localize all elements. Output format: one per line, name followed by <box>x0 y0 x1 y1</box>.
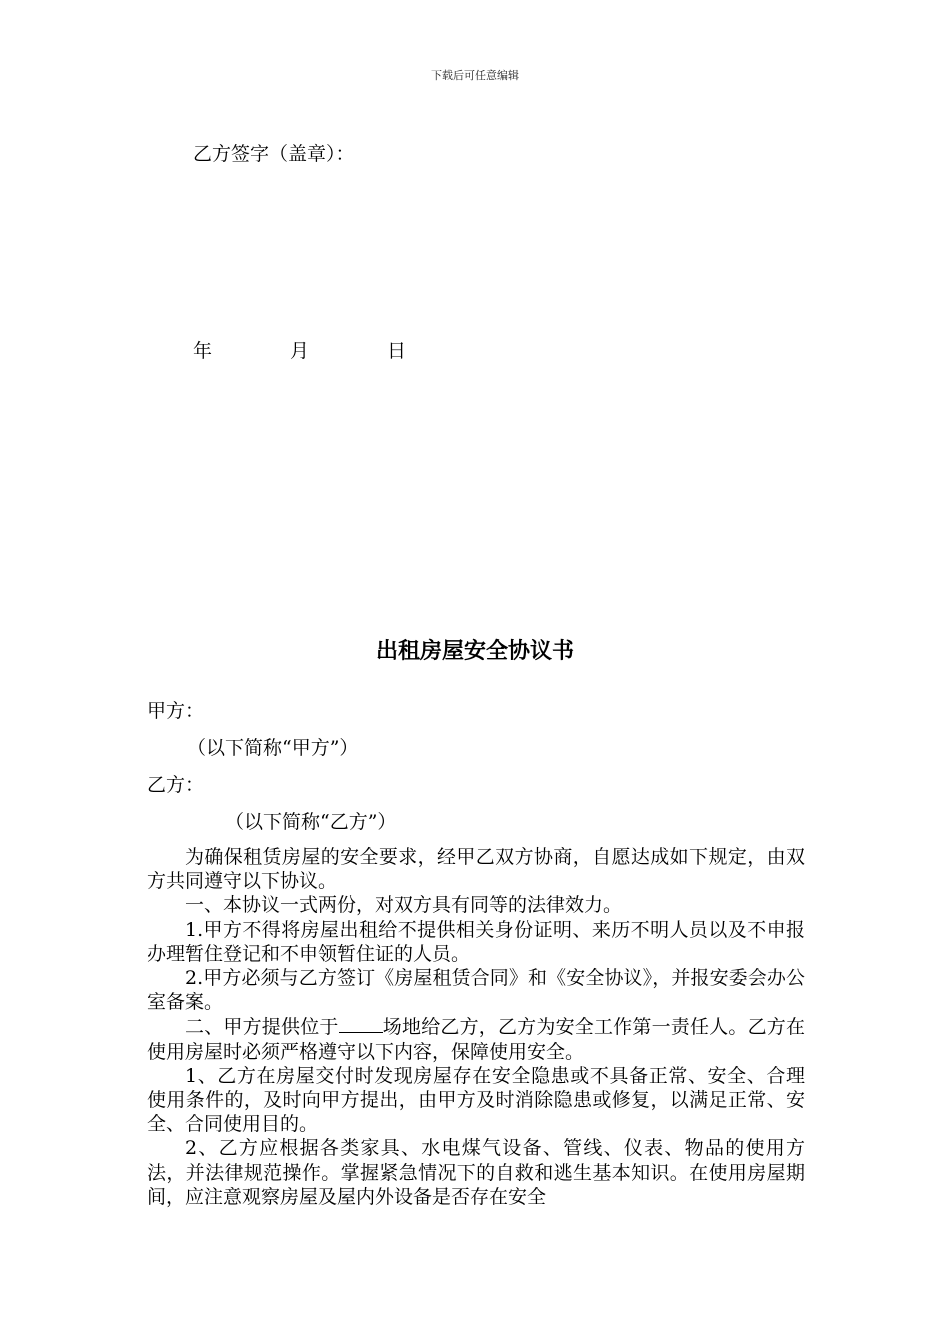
date-day-label: 日 <box>387 340 407 362</box>
date-year-label: 年 <box>193 340 213 362</box>
clause-2-text-after-blank: 场地给乙方，乙方为安全工作第一责任人。乙方在使用房屋时必须严格遵守以下内容，保障使用安全。 <box>147 1016 805 1063</box>
agreement-body <box>147 845 805 1209</box>
paragraph-preamble: 为确保租赁房屋的安全要求，经甲乙双方协商，自愿达成如下规定，由双方共同遵守以下协议。 <box>147 846 805 893</box>
paragraph-clause-2-2: 2、乙方应根据各类家具、水电煤气设备、管线、仪表、物品的使用方法，并法律规范操作。掌握紧急情况下的自救和逃生基本知识。在使用房屋期间，应注意观察房屋及屋内外设备是否存在安全 <box>147 1137 805 1208</box>
page-header-note: 下载后可任意编辑 <box>431 69 519 82</box>
document-title: 出租房屋安全协议书 <box>375 638 574 664</box>
party-a-label: 甲方： <box>147 700 205 722</box>
location-blank-line <box>339 1014 383 1033</box>
date-month-label: 月 <box>290 340 310 362</box>
paragraph-clause-2-1: 1、乙方在房屋交付时发现房屋存在安全隐患或不具备正常、安全、合理使用条件的，及时向甲方提出，由甲方及时消除隐患或修复，以满足正常、安全、合同使用目的。 <box>147 1064 805 1136</box>
clause-2-text-before-blank: 二、甲方提供位于 <box>185 1016 339 1039</box>
paragraph-clause-1: 一、本协议一式两份，对双方具有同等的法律效力。 <box>185 894 623 917</box>
party-b-alias-note: （以下简称“乙方”） <box>225 811 397 833</box>
paragraph-clause-1-1: 1.甲方不得将房屋出租给不提供相关身份证明、来历不明人员以及不申报办理暂住登记和不申领暂住证的人员。 <box>147 918 805 965</box>
party-b-signature-label: 乙方签字（盖章）： <box>193 143 355 165</box>
paragraph-clause-1-2: 2.甲方必须与乙方签订《房屋租赁合同》和《安全协议》，并报安委会办公室备案。 <box>147 967 805 1014</box>
date-line <box>193 336 406 363</box>
paragraph-clause-2 <box>147 1014 805 1063</box>
party-a-alias-note: （以下简称“甲方”） <box>187 737 359 759</box>
party-b-label: 乙方： <box>147 774 205 796</box>
